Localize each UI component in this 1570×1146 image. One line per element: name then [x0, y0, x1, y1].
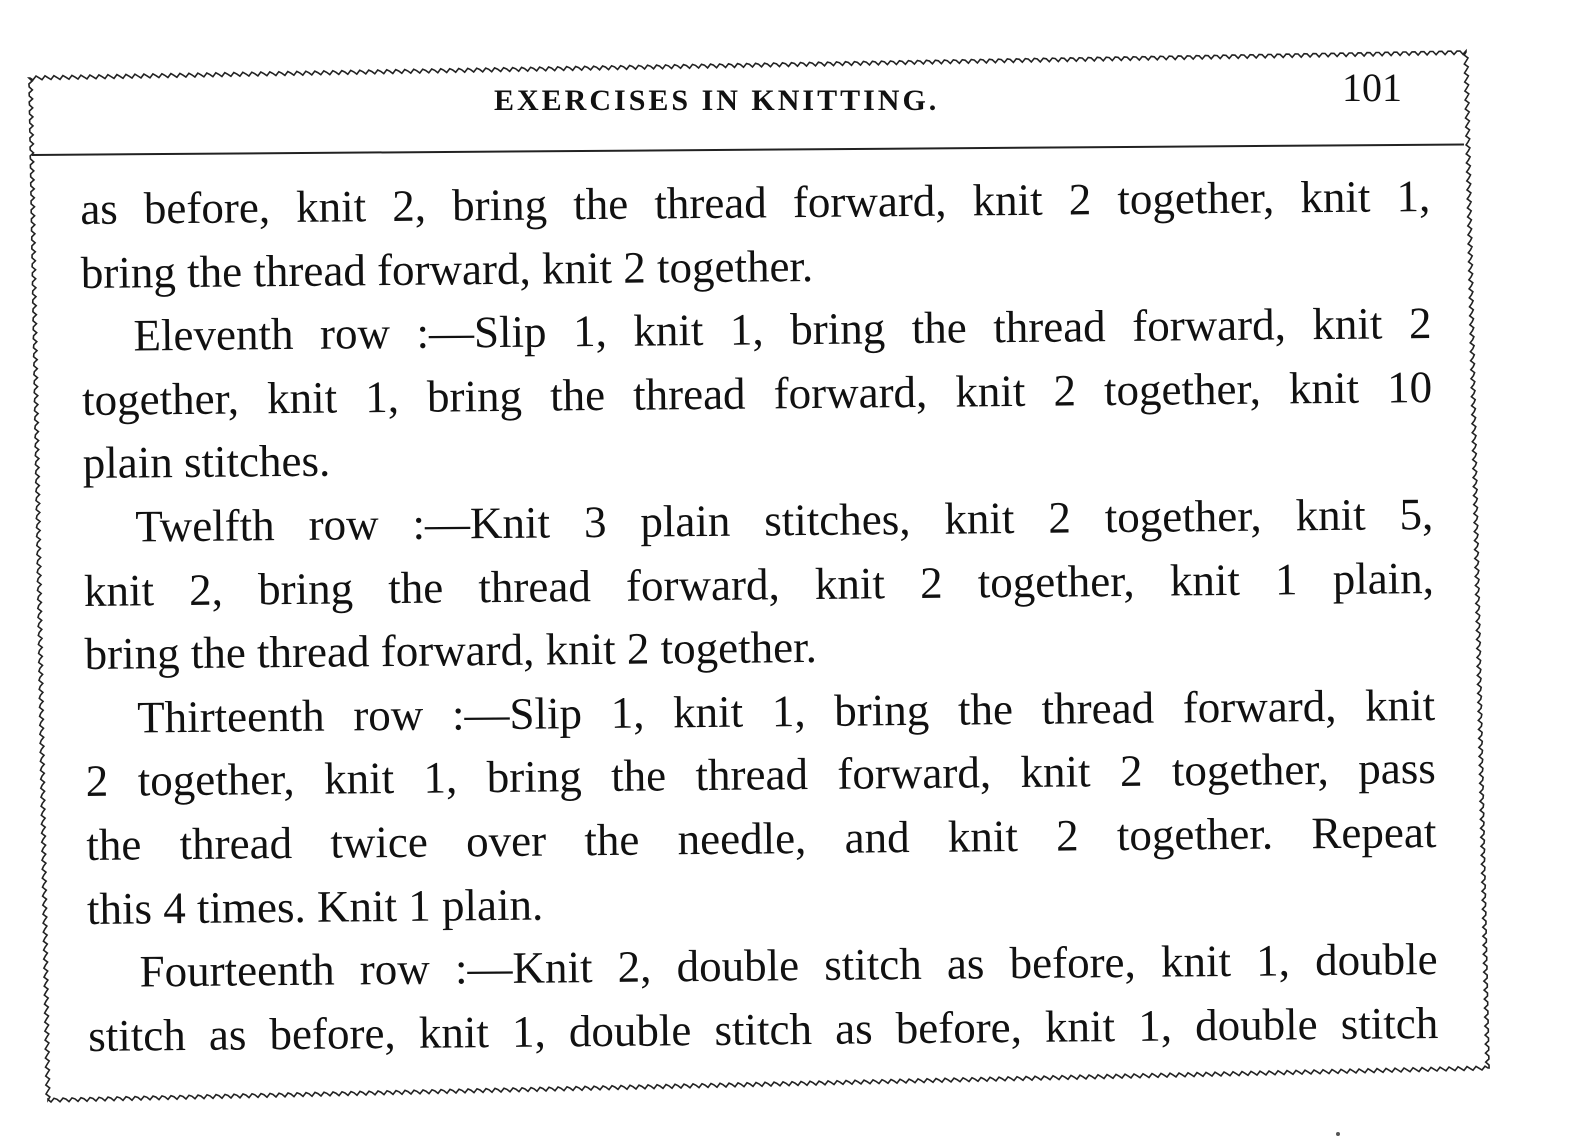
text-line: Eleventh row :—Slip 1, knit 1, bring the thread forward, knit 2: [133, 298, 1432, 361]
text-line: knit 2, bring the thread forward, knit 2 together, knit 1 plain,: [83, 552, 1435, 616]
text-line: this 4 times. Knit 1 plain.: [86, 879, 544, 934]
text-line: Fourteenth row :—Knit 2, double stitch as before, knit 1, double: [139, 934, 1438, 997]
speck-mark: [1336, 1132, 1340, 1136]
text-line: as before, knit 2, bring the thread forward, knit 2 together, knit 1,: [80, 171, 1431, 234]
running-head: EXERCISES IN KNITTING.: [494, 84, 940, 117]
body-text: [80, 165, 1438, 1068]
text-line: bring the thread forward, knit 2 together.: [84, 622, 818, 680]
text-line: bring the thread forward, knit 2 together.: [80, 240, 814, 298]
page-number: 101: [1342, 65, 1402, 110]
text-line: together, knit 1, bring the thread forward, knit 2 together, knit 10: [81, 361, 1433, 425]
paragraph-twelfth-row: [83, 483, 1435, 687]
text-line: the thread twice over the needle, and knit 2 together. Repeat: [86, 806, 1437, 870]
paragraph-thirteenth-row: [85, 674, 1437, 941]
text-line: 2 together, knit 1, bring the thread forward, knit 2 together, pass: [85, 743, 1436, 807]
paragraph-continuation: [80, 165, 1431, 305]
text-line: plain stitches.: [82, 435, 331, 489]
text-line: Twelfth row :—Knit 3 plain stitches, knit 2 together, knit 5,: [135, 488, 1434, 552]
text-line: Thirteenth row :—Slip 1, knit 1, bring the thread forward, knit: [136, 679, 1436, 743]
paragraph-fourteenth-row: [87, 928, 1438, 1068]
text-line: stitch as before, knit 1, double stitch as before, knit 1, double stitch: [87, 997, 1439, 1061]
paragraph-eleventh-row: [81, 292, 1433, 496]
